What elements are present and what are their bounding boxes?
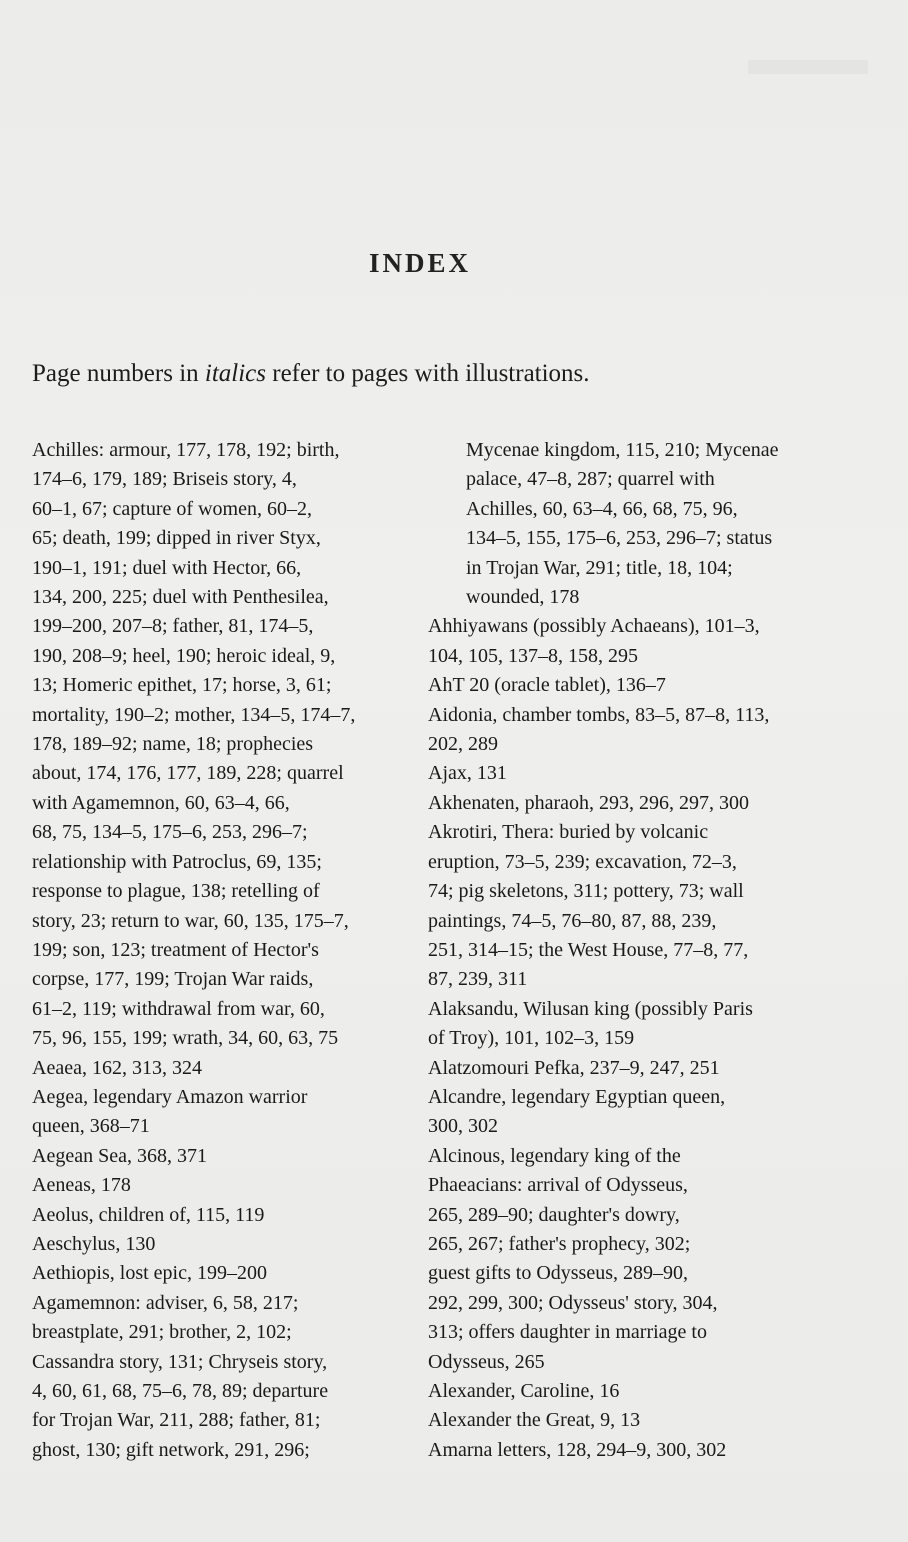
index-entry-line: story, 23; return to war, 60, 135, 175–7, <box>32 909 349 932</box>
index-entry-line: corpse, 177, 199; Trojan War raids, <box>32 968 314 991</box>
index-entry <box>428 1142 828 1377</box>
index-entry-line: 134–5, 155, 175–6, 253, 296–7; status <box>466 527 773 550</box>
index-entry <box>428 759 828 788</box>
index-entry-line: relationship with Patroclus, 69, 135; <box>32 850 322 873</box>
index-entry-line: for Trojan War, 211, 288; father, 81; <box>32 1409 321 1432</box>
index-entry <box>428 789 828 818</box>
index-entry <box>32 1201 412 1230</box>
index-entry <box>428 818 828 994</box>
index-entry <box>428 1377 828 1406</box>
index-entry-line: in Trojan War, 291; title, 18, 104; <box>466 556 733 579</box>
index-entry-line: Aeneas, 178 <box>32 1174 131 1197</box>
index-column-right <box>428 436 828 1465</box>
index-entry-line: Agamemnon: adviser, 6, 58, 217; <box>32 1291 299 1314</box>
index-entry <box>428 1054 828 1083</box>
index-entry-line: 199–200, 207–8; father, 81, 174–5, <box>32 615 314 638</box>
index-entry-line: Aeaea, 162, 313, 324 <box>32 1056 202 1079</box>
index-entry <box>32 1054 412 1083</box>
intro-italic-word: italics <box>204 360 266 387</box>
index-entry-line: Alcandre, legendary Egyptian queen, <box>428 1085 726 1108</box>
index-entry-line: 265, 289–90; daughter's dowry, <box>428 1203 680 1226</box>
index-entry-line: 65; death, 199; dipped in river Styx, <box>32 527 321 550</box>
index-entry-line: AhT 20 (oracle tablet), 136–7 <box>428 674 666 697</box>
index-entry <box>428 671 828 700</box>
page-title: INDEX <box>368 248 471 278</box>
index-entry-line: 251, 314–15; the West House, 77–8, 77, <box>428 938 749 961</box>
index-entry <box>32 1083 412 1142</box>
index-entry-line: Ahhiyawans (possibly Achaeans), 101–3, <box>428 615 760 638</box>
index-entry-line: Aethiopis, lost epic, 199–200 <box>32 1262 267 1285</box>
index-entry-line: Alexander the Great, 9, 13 <box>428 1409 641 1432</box>
index-entry <box>428 1406 828 1435</box>
index-entry-line: 68, 75, 134–5, 175–6, 253, 296–7; <box>32 821 308 844</box>
index-entry-line: 190, 208–9; heel, 190; heroic ideal, 9, <box>32 644 336 667</box>
index-entry-line: 202, 289 <box>428 733 498 756</box>
index-entry-line: 74; pig skeletons, 311; pottery, 73; wall <box>428 880 744 903</box>
index-entry-line: 87, 239, 311 <box>428 968 528 991</box>
index-entry <box>428 995 828 1054</box>
index-entry-line: Ajax, 131 <box>428 762 507 785</box>
index-entry-line: of Troy), 101, 102–3, 159 <box>428 1027 635 1050</box>
index-entry-line: eruption, 73–5, 239; excavation, 72–3, <box>428 850 737 873</box>
index-entry-line: Aegea, legendary Amazon warrior <box>32 1085 308 1108</box>
index-entry-line: palace, 47–8, 287; quarrel with <box>466 468 715 491</box>
index-entry-line: about, 174, 176, 177, 189, 228; quarrel <box>32 762 344 785</box>
index-entry <box>428 701 828 760</box>
index-entry-line: 199; son, 123; treatment of Hector's <box>32 938 319 961</box>
index-entry-line: 313; offers daughter in marriage to <box>428 1321 707 1344</box>
index-entry-line: Aidonia, chamber tombs, 83–5, 87–8, 113, <box>428 703 770 726</box>
index-entry-line: Akrotiri, Thera: buried by volcanic <box>428 821 709 844</box>
index-entry-line: Akhenaten, pharaoh, 293, 296, 297, 300 <box>428 791 750 814</box>
index-entry-line: queen, 368–71 <box>32 1115 150 1138</box>
index-entry <box>32 1142 412 1171</box>
index-entry-line: 134, 200, 225; duel with Penthesilea, <box>32 586 329 609</box>
index-entry-line: Cassandra story, 131; Chryseis story, <box>32 1350 328 1373</box>
index-entry-line: Alexander, Caroline, 16 <box>428 1380 620 1402</box>
index-entry <box>428 612 828 671</box>
index-entry-line: guest gifts to Odysseus, 289–90, <box>428 1262 688 1285</box>
index-entry-line: 190–1, 191; duel with Hector, 66, <box>32 556 302 579</box>
index-column-left <box>32 436 412 1465</box>
index-entry <box>32 1171 412 1200</box>
intro-text-after: refer to pages with illustrations. <box>266 360 590 387</box>
index-entry <box>32 1230 412 1259</box>
index-entry <box>32 1289 412 1465</box>
index-entry-continuation <box>428 436 828 612</box>
index-entry-line: 4, 60, 61, 68, 75–6, 78, 89; departure <box>32 1380 329 1402</box>
index-entry-line: mortality, 190–2; mother, 134–5, 174–7, <box>32 703 356 726</box>
index-entry-line: breastplate, 291; brother, 2, 102; <box>32 1321 292 1344</box>
index-entry-line: Amarna letters, 128, 294–9, 300, 302 <box>428 1438 727 1461</box>
index-entry-line: 265, 267; father's prophecy, 302; <box>428 1232 691 1255</box>
index-entry-line: Aegean Sea, 368, 371 <box>32 1144 207 1167</box>
index-entry-line: 60–1, 67; capture of women, 60–2, <box>32 497 312 520</box>
index-entry <box>32 436 412 1054</box>
index-entry-line: with Agamemnon, 60, 63–4, 66, <box>32 791 290 814</box>
index-entry-line: 61–2, 119; withdrawal from war, 60, <box>32 997 325 1020</box>
index-entry-line: Alaksandu, Wilusan king (possibly Paris <box>428 997 753 1020</box>
index-entry-line: Aeschylus, 130 <box>32 1232 156 1255</box>
index-entry-line: Odysseus, 265 <box>428 1350 545 1373</box>
index-entry-line: Achilles: armour, 177, 178, 192; birth, <box>32 439 340 461</box>
index-entry-line: 178, 189–92; name, 18; prophecies <box>32 733 314 756</box>
index-entry-line: 292, 299, 300; Odysseus' story, 304, <box>428 1291 718 1314</box>
index-entry <box>428 1083 828 1142</box>
index-entry-line: 174–6, 179, 189; Briseis story, 4, <box>32 468 297 491</box>
index-entry-line: paintings, 74–5, 76–80, 87, 88, 239, <box>428 909 717 932</box>
index-entry-line: wounded, 178 <box>466 586 580 609</box>
index-intro-note <box>32 360 852 388</box>
index-entry <box>32 1259 412 1288</box>
bleed-through-smudge <box>748 60 868 74</box>
index-entry-line: ghost, 130; gift network, 291, 296; <box>32 1438 310 1461</box>
index-entry-line: Achilles, 60, 63–4, 66, 68, 75, 96, <box>466 497 738 520</box>
index-entry-line: Phaeacians: arrival of Odysseus, <box>428 1174 688 1197</box>
index-entry-line: 75, 96, 155, 199; wrath, 34, 60, 63, 75 <box>32 1027 339 1050</box>
index-entry-line: Aeolus, children of, 115, 119 <box>32 1203 265 1226</box>
index-entry-line: 104, 105, 137–8, 158, 295 <box>428 644 638 667</box>
intro-text-before: Page numbers in <box>32 360 205 387</box>
index-entry <box>428 1436 828 1465</box>
index-entry-line: Alatzomouri Pefka, 237–9, 247, 251 <box>428 1056 720 1079</box>
index-entry-line: Alcinous, legendary king of the <box>428 1144 681 1167</box>
index-entry-line: Mycenae kingdom, 115, 210; Mycenae <box>466 439 779 461</box>
index-entry-line: response to plague, 138; retelling of <box>32 880 320 903</box>
index-entry-line: 300, 302 <box>428 1115 498 1138</box>
index-entry-line: 13; Homeric epithet, 17; horse, 3, 61; <box>32 674 332 697</box>
